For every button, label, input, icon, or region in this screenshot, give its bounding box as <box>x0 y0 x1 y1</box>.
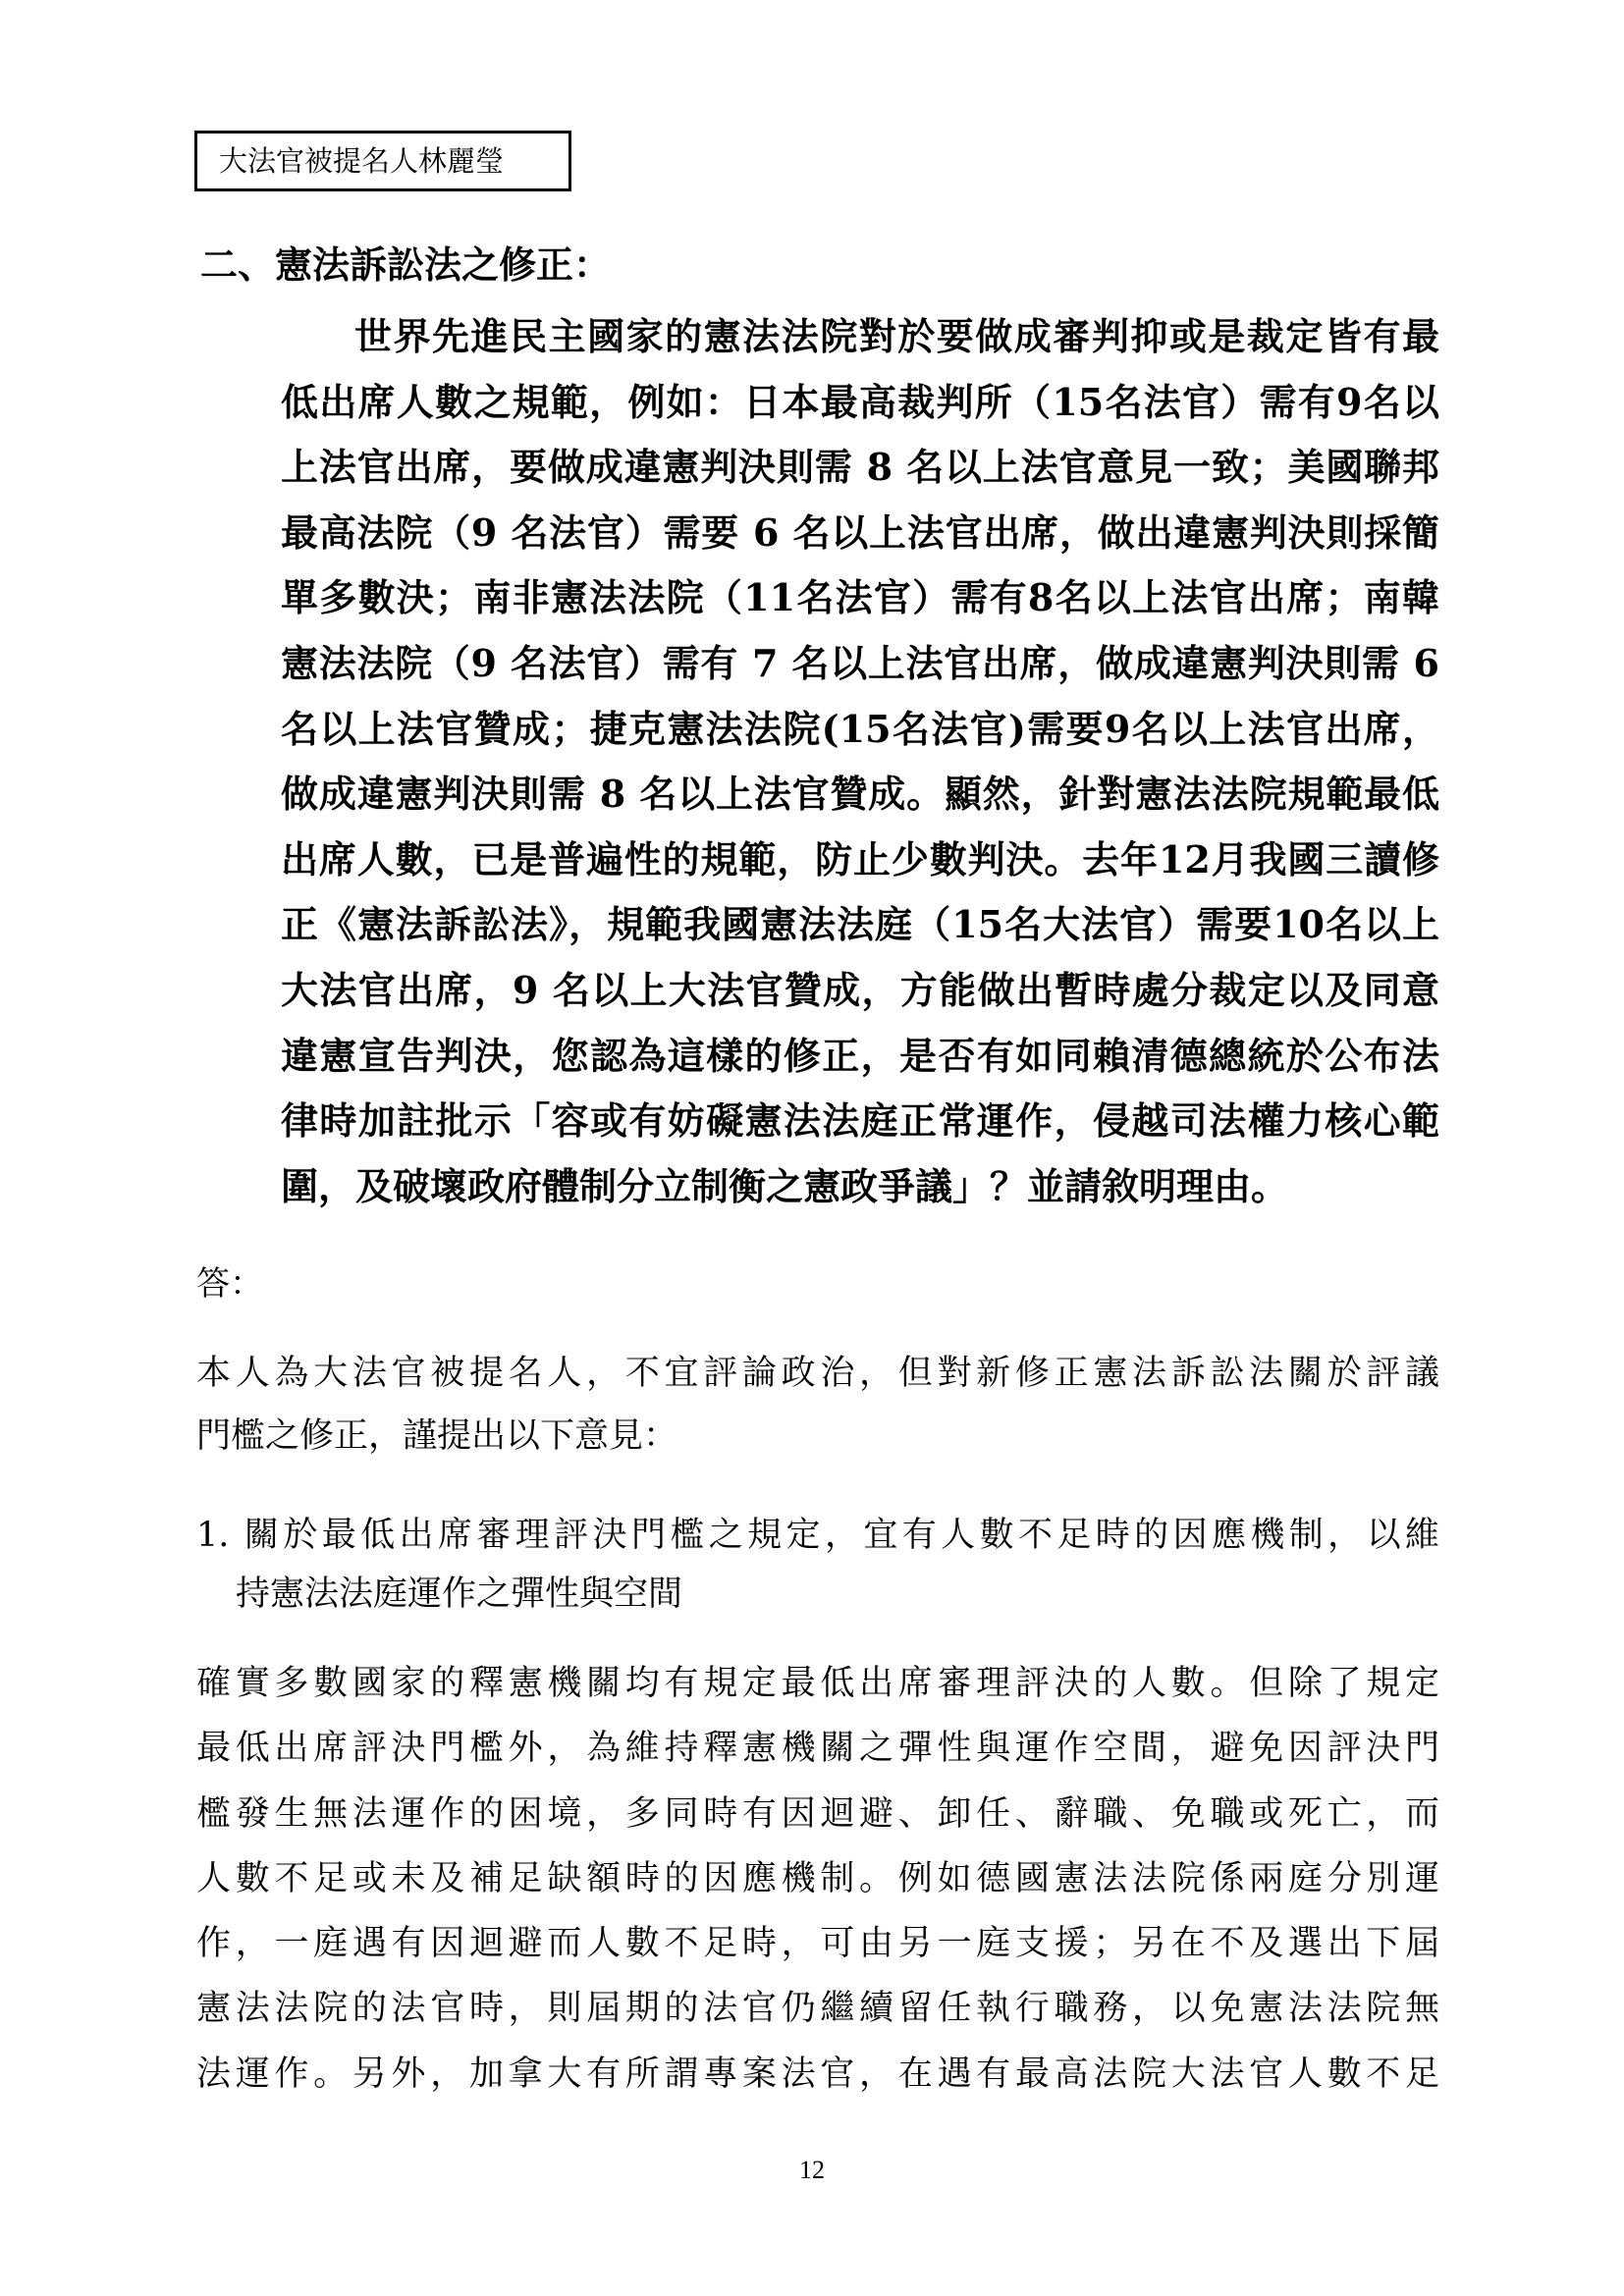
text-line: 最高法院（9 名法官）需要 6 名以上法官出席，做出違憲判決則採簡 <box>281 509 1439 555</box>
text-line: 法運作。另外，加拿大有所謂專案法官，在遇有最高法院大法官人數不足 <box>196 2054 1439 2094</box>
text-line: 門檻之修正，謹提出以下意見： <box>196 1416 678 1456</box>
text-line: 上法官出席，要做成違憲判決則需 8 名以上法官意見一致；美國聯邦 <box>281 445 1439 490</box>
section-heading: 二、憲法訴訟法之修正： <box>200 242 612 287</box>
question-paragraph <box>281 304 1439 1219</box>
text-line: 本人為大法官被提名人，不宜評論政治，但對新修正憲法訴訟法關於評議 <box>196 1354 1439 1393</box>
text-line: 單多數決；南非憲法法院（11名法官）需有8名以上法官出席；南韓 <box>281 575 1439 620</box>
text-line: 最低出席評決門檻外，為維持釋憲機關之彈性與運作空間，避免因評決門 <box>196 1729 1439 1769</box>
text-line: 人數不足或未及補足缺額時的因應機制。例如德國憲法法院係兩庭分別運 <box>196 1858 1439 1898</box>
text-line: 正《憲法訴訟法》，規範我國憲法法庭（15名大法官）需要10名以上 <box>281 902 1439 947</box>
text-line: 世界先進民主國家的憲法法院對於要做成審判抑或是裁定皆有最 <box>354 314 1439 358</box>
nominee-header-box: 大法官被提名人林麗瑩 <box>194 131 571 191</box>
text-line: 持憲法法庭運作之彈性與空間 <box>236 1575 683 1614</box>
answer-intro-paragraph <box>196 1342 1439 1468</box>
text-line: 圍，及破壞政府體制分立制衡之憲政爭議」？並請敘明理由。 <box>281 1163 1289 1208</box>
text-line: 作，一庭遇有因迴避而人數不足時，可由另一庭支援；另在不及選出下屆 <box>196 1924 1439 1964</box>
text-line: 做成違憲判決則需 8 名以上法官贊成。顯然，針對憲法法院規範最低 <box>281 772 1439 817</box>
text-line: 確實多數國家的釋憲機關均有規定最低出席審理評決的人數。但除了規定 <box>196 1664 1439 1703</box>
text-line: 律時加註批示「容或有妨礙憲法法庭正常運作，侵越司法權力核心範 <box>281 1098 1439 1144</box>
text-line: 憲法法院的法官時，則屆期的法官仍繼續留任執行職務，以免憲法法院無 <box>196 1989 1439 2029</box>
text-line: 1. 關於最低出席審理評決門檻之規定，宜有人數不足時的因應機制，以維 <box>196 1516 1439 1555</box>
text-line: 出席人數，已是普遍性的規範，防止少數判決。去年12月我國三讀修 <box>281 836 1439 881</box>
page-number: 12 <box>799 2156 825 2184</box>
text-line: 低出席人數之規範，例如：日本最高裁判所（15名法官）需有9名以 <box>281 379 1439 424</box>
text-line: 憲法法院（9 名法官）需有 7 名以上法官出席，做成違憲判決則需 6 <box>281 640 1439 685</box>
text-line: 大法官出席，9 名以上大法官贊成，方能做出暫時處分裁定以及同意 <box>281 967 1439 1012</box>
body-paragraph <box>196 1651 1439 2107</box>
answer-label: 答： <box>196 1264 263 1304</box>
text-line: 名以上法官贊成；捷克憲法法院(15名法官)需要9名以上法官出席， <box>281 706 1439 751</box>
text-line: 違憲宣告判決，您認為這樣的修正，是否有如同賴清德總統於公布法 <box>281 1033 1439 1078</box>
numbered-item-1 <box>196 1506 1439 1624</box>
text-line: 檻發生無法運作的困境，多同時有因迴避、卸任、辭職、免職或死亡，而 <box>196 1793 1439 1834</box>
